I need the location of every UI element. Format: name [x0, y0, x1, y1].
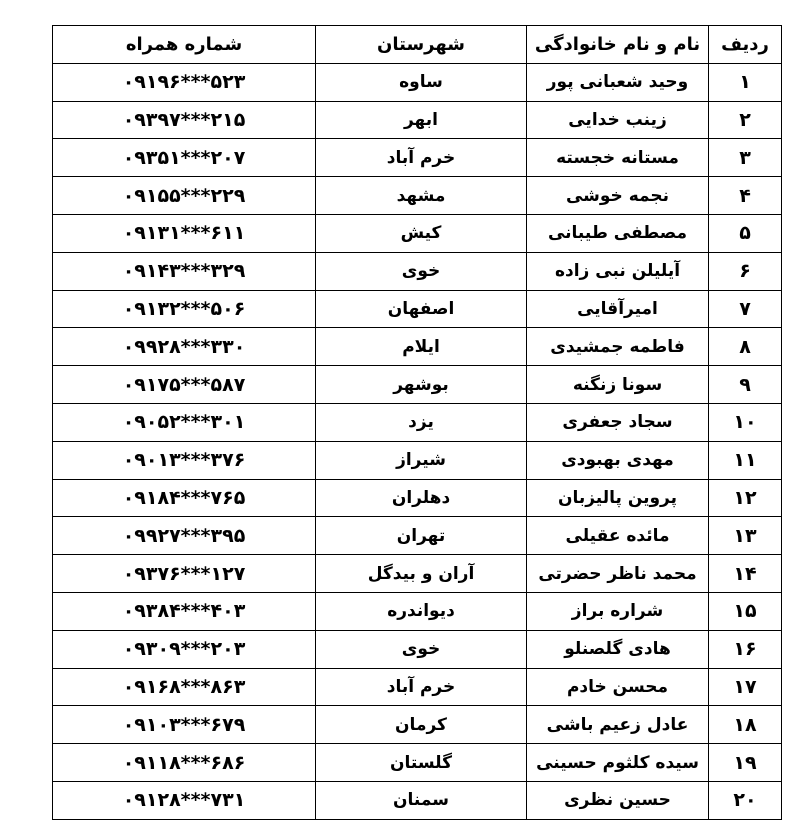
full-name-cell: امیرآقایی	[527, 290, 709, 328]
full-name-cell: سجاد جعفری	[527, 403, 709, 441]
header-mobile-number: شماره همراه	[53, 26, 316, 64]
row-number-cell: ۲۰	[709, 781, 782, 819]
mobile-number-cell: ۰۹۳۵۱***۲۰۷	[53, 139, 316, 177]
mobile-number-cell: ۰۹۱۱۸***۶۸۶	[53, 744, 316, 782]
full-name-cell: پروین پالیزبان	[527, 479, 709, 517]
mobile-number-cell: ۰۹۱۲۸***۷۳۱	[53, 781, 316, 819]
full-name-cell: نجمه خوشی	[527, 177, 709, 215]
full-name-cell: فاطمه جمشیدی	[527, 328, 709, 366]
table-row	[53, 441, 782, 479]
mobile-number-cell: ۰۹۱۳۱***۶۱۱	[53, 214, 316, 252]
row-number-cell: ۱۱	[709, 441, 782, 479]
full-name-cell: وحید شعبانی پور	[527, 63, 709, 101]
full-name-cell: حسین نظری	[527, 781, 709, 819]
table-row	[53, 403, 782, 441]
row-number-cell: ۷	[709, 290, 782, 328]
table-row	[53, 214, 782, 252]
full-name-cell: شراره براز	[527, 592, 709, 630]
full-name-cell: مصطفی طیبانی	[527, 214, 709, 252]
city-cell: سمنان	[316, 781, 527, 819]
row-number-cell: ۵	[709, 214, 782, 252]
mobile-number-cell: ۰۹۰۵۲***۳۰۱	[53, 403, 316, 441]
row-number-cell: ۳	[709, 139, 782, 177]
full-name-cell: سیده کلثوم حسینی	[527, 744, 709, 782]
city-cell: ایلام	[316, 328, 527, 366]
mobile-number-cell: ۰۹۱۸۴***۷۶۵	[53, 479, 316, 517]
row-number-cell: ۱۰	[709, 403, 782, 441]
city-cell: مشهد	[316, 177, 527, 215]
table-body	[53, 63, 782, 819]
table-row	[53, 630, 782, 668]
full-name-cell: محسن خادم	[527, 668, 709, 706]
mobile-number-cell: ۰۹۳۸۴***۴۰۳	[53, 592, 316, 630]
city-cell: کرمان	[316, 706, 527, 744]
city-cell: ساوه	[316, 63, 527, 101]
table-row	[53, 252, 782, 290]
mobile-number-cell: ۰۹۱۰۳***۶۷۹	[53, 706, 316, 744]
table-row	[53, 668, 782, 706]
row-number-cell: ۱۸	[709, 706, 782, 744]
row-number-cell: ۱۳	[709, 517, 782, 555]
mobile-number-cell: ۰۹۳۷۶***۱۲۷	[53, 555, 316, 593]
row-number-cell: ۶	[709, 252, 782, 290]
table-row	[53, 290, 782, 328]
table-row	[53, 592, 782, 630]
city-cell: گلستان	[316, 744, 527, 782]
row-number-cell: ۱۹	[709, 744, 782, 782]
table-row	[53, 177, 782, 215]
full-name-cell: مائده عقیلی	[527, 517, 709, 555]
row-number-cell: ۱۵	[709, 592, 782, 630]
row-number-cell: ۱۲	[709, 479, 782, 517]
table-row	[53, 517, 782, 555]
mobile-number-cell: ۰۹۳۹۷***۲۱۵	[53, 101, 316, 139]
row-number-cell: ۹	[709, 366, 782, 404]
row-number-cell: ۱۶	[709, 630, 782, 668]
full-name-cell: مستانه خجسته	[527, 139, 709, 177]
mobile-number-cell: ۰۹۱۹۶***۵۲۳	[53, 63, 316, 101]
full-name-cell: عادل زعیم باشی	[527, 706, 709, 744]
full-name-cell: زینب خدایی	[527, 101, 709, 139]
mobile-number-cell: ۰۹۱۷۵***۵۸۷	[53, 366, 316, 404]
table-row	[53, 63, 782, 101]
mobile-number-cell: ۰۹۱۵۵***۲۲۹	[53, 177, 316, 215]
header-city: شهرستان	[316, 26, 527, 64]
city-cell: خوی	[316, 630, 527, 668]
table-row	[53, 328, 782, 366]
table-row	[53, 744, 782, 782]
mobile-number-cell: ۰۹۹۲۷***۳۹۵	[53, 517, 316, 555]
city-cell: شیراز	[316, 441, 527, 479]
mobile-number-cell: ۰۹۳۰۹***۲۰۳	[53, 630, 316, 668]
city-cell: آران و بیدگل	[316, 555, 527, 593]
table-row	[53, 101, 782, 139]
city-cell: خوی	[316, 252, 527, 290]
full-name-cell: سونا زنگنه	[527, 366, 709, 404]
table-row	[53, 479, 782, 517]
city-cell: تهران	[316, 517, 527, 555]
city-cell: یزد	[316, 403, 527, 441]
city-cell: دهلران	[316, 479, 527, 517]
row-number-cell: ۱۴	[709, 555, 782, 593]
city-cell: خرم آباد	[316, 139, 527, 177]
participants-table	[52, 25, 782, 820]
mobile-number-cell: ۰۹۹۲۸***۳۳۰	[53, 328, 316, 366]
full-name-cell: محمد ناظر حضرتی	[527, 555, 709, 593]
city-cell: دیواندره	[316, 592, 527, 630]
table-row	[53, 139, 782, 177]
city-cell: اصفهان	[316, 290, 527, 328]
header-full-name: نام و نام خانوادگی	[527, 26, 709, 64]
row-number-cell: ۱۷	[709, 668, 782, 706]
full-name-cell: هادی گلصنلو	[527, 630, 709, 668]
city-cell: ابهر	[316, 101, 527, 139]
header-row-number: ردیف	[709, 26, 782, 64]
mobile-number-cell: ۰۹۱۴۳***۳۲۹	[53, 252, 316, 290]
city-cell: کیش	[316, 214, 527, 252]
table-row	[53, 706, 782, 744]
row-number-cell: ۲	[709, 101, 782, 139]
row-number-cell: ۱	[709, 63, 782, 101]
table-header-row	[53, 26, 782, 64]
mobile-number-cell: ۰۹۰۱۳***۳۷۶	[53, 441, 316, 479]
table-row	[53, 555, 782, 593]
row-number-cell: ۸	[709, 328, 782, 366]
table-row	[53, 366, 782, 404]
row-number-cell: ۴	[709, 177, 782, 215]
mobile-number-cell: ۰۹۱۳۲***۵۰۶	[53, 290, 316, 328]
table-row	[53, 781, 782, 819]
full-name-cell: آیلیلن نبی زاده	[527, 252, 709, 290]
full-name-cell: مهدی بهبودی	[527, 441, 709, 479]
city-cell: خرم آباد	[316, 668, 527, 706]
city-cell: بوشهر	[316, 366, 527, 404]
mobile-number-cell: ۰۹۱۶۸***۸۶۳	[53, 668, 316, 706]
participants-table-container	[52, 25, 781, 820]
